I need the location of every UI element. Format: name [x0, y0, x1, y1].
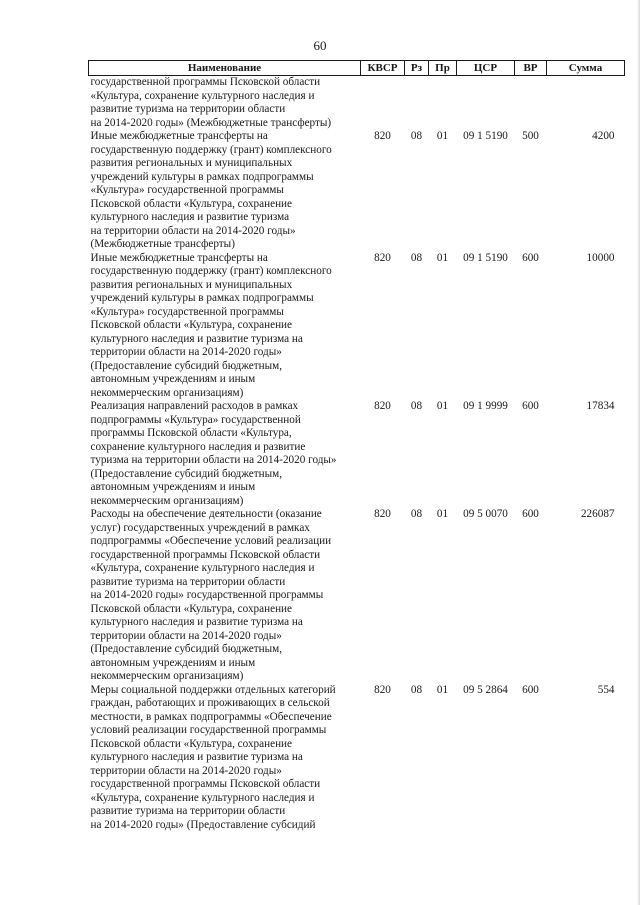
row-vr: 600 [522, 400, 539, 412]
header-rz: Рз [405, 61, 429, 76]
table-row [89, 130, 625, 252]
table-header [89, 61, 625, 76]
row-sum: 4200 [592, 130, 615, 142]
row-name: Расходы на обеспечение деятельности (оказание услуг) государственных учреждений в рамках подпрограммы «Обеспечение условий реализации государственной программы Псковской области «Культура, сохранение культурного наследия и развитие туризма на территории области на 2014-2020 годы» государственной программы Псковской области «Культура, сохранение культурного наследия и развитие туризма на территории области на 2014-2020 годы» (Предоставление субсидий бюджетным, автономным учреждениям и иным некоммерческим организациям) [90, 508, 332, 682]
table-row-continuation [89, 76, 625, 131]
row-name: Меры социальной поддержки отдельных категорий граждан, работающих и проживающих в сельской местности, в рамках подпрограммы «Обеспечение условий реализации государственной программы Псковской области «Культура, сохранение культурного наследия и развитие туризма на территории области на 2014-2020 годы» государственной программы Псковской области «Культура, сохранение культурного наследия и развитие туризма на территории области на 2014-2020 годы» (Предоставление субсидий [90, 683, 336, 831]
table-row [89, 508, 625, 684]
row-kvsr: 820 [374, 683, 391, 696]
header-vr: ВР [515, 61, 547, 76]
row-sum: 226087 [580, 508, 615, 520]
row-kvsr: 820 [374, 400, 391, 412]
row-csr: 09 1 5190 [463, 130, 508, 142]
row-pr: 01 [436, 683, 449, 696]
row-rz: 08 [410, 130, 423, 142]
row-kvsr: 820 [374, 251, 391, 264]
row-pr: 01 [436, 400, 449, 412]
page-number: 60 [313, 38, 327, 53]
header-csr: ЦСР [457, 61, 515, 76]
budget-table [88, 60, 625, 832]
row-pr: 01 [436, 508, 449, 520]
row-csr: 09 1 5190 [463, 251, 508, 264]
row-vr: 600 [522, 508, 539, 520]
header-pr: Пр [429, 61, 457, 76]
row-rz: 08 [410, 508, 423, 520]
row-pr: 01 [436, 130, 449, 142]
row-kvsr: 820 [374, 508, 391, 520]
table-row [89, 684, 625, 833]
row-vr: 600 [522, 683, 539, 696]
row-name: Реализация направлений расходов в рамках подпрограммы «Культура» государственной программы Псковской области «Культура, сохранение культурного наследия и развитие туризма на территории области на 2014-2020 годы» (Предоставление субсидий бюджетным, автономным учреждениям и иным некоммерческим организациям) [90, 400, 337, 507]
table-row [89, 400, 625, 508]
header-sum: Сумма [547, 61, 625, 76]
row-name: Иные межбюджетные трансферты на государственную поддержку (грант) комплексного развития региональных и муниципальных учреждений культуры в рамках подпрограммы «Культура» государственной программы Псковской области «Культура, сохранение культурного наследия и развитие туризма на территории области на 2014-2020 годы» (Предоставление субсидий бюджетным, автономным учреждениям и иным некоммерческим организациям) [90, 251, 332, 399]
row-sum: 554 [597, 683, 615, 696]
header-kvsr: КВСР [361, 61, 405, 76]
row-rz: 08 [410, 251, 423, 264]
row-name: Иные межбюджетные трансферты на государственную поддержку (грант) комплексного развития региональных и муниципальных учреждений культуры в рамках подпрограммы «Культура» государственной программы Псковской области «Культура, сохранение культурного наследия и развитие туризма на территории области на 2014-2020 годы» (Межбюджетные трансферты) [90, 130, 332, 250]
row-vr: 600 [522, 251, 539, 264]
row-pr: 01 [436, 251, 449, 264]
header-name: Наименование [89, 61, 361, 76]
row-vr: 500 [522, 130, 539, 142]
row-kvsr: 820 [374, 130, 391, 142]
row-csr: 09 5 2864 [463, 683, 508, 696]
table-row [89, 252, 625, 401]
row-name: государственной программы Псковской области «Культура, сохранение культурного наследия и развитие туризма на территории области на 2014-2020 годы» (Межбюджетные трансферты) [90, 76, 332, 129]
row-sum: 17834 [586, 400, 615, 412]
row-rz: 08 [410, 400, 423, 412]
row-sum: 10000 [586, 251, 615, 264]
row-csr: 09 1 9999 [463, 400, 508, 412]
row-csr: 09 5 0070 [463, 508, 508, 520]
row-rz: 08 [410, 683, 423, 696]
